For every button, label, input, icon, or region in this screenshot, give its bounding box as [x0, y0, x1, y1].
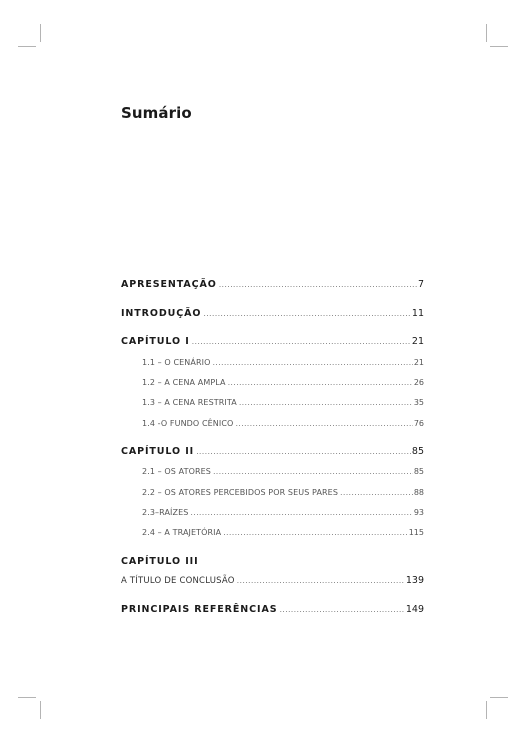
crop-mark	[40, 24, 41, 42]
toc-dot-leader	[213, 466, 413, 478]
toc-entry[interactable]	[121, 418, 424, 430]
toc-entry-label: CAPÍTULO I	[121, 336, 190, 347]
toc-entry-page: 26	[413, 378, 424, 387]
toc-entry-page: 11	[411, 308, 424, 319]
toc-entry[interactable]	[121, 357, 424, 369]
toc-entry-label: PRINCIPAIS REFERÊNCIAS	[121, 604, 278, 615]
toc-entry-page: 93	[413, 508, 424, 517]
toc-entry[interactable]	[121, 466, 424, 478]
toc-dot-leader	[237, 575, 405, 587]
toc-dot-leader	[219, 279, 417, 291]
toc-entry-label: 1.1 – O CENÁRIO	[142, 358, 211, 367]
toc-entry-label: 2.4 – A TRAJETÓRIA	[142, 528, 222, 537]
toc-entry-page: 21	[413, 358, 424, 367]
toc-entry-label: APRESENTAÇÃO	[121, 279, 217, 290]
toc-dot-leader	[196, 446, 411, 458]
toc-entry[interactable]	[121, 446, 424, 458]
toc-entry-page: 115	[408, 528, 424, 537]
page-title: Sumário	[121, 104, 192, 122]
toc-entry-page: 21	[411, 336, 424, 347]
crop-mark	[486, 701, 487, 719]
toc-entry-label: 1.2 – A CENA AMPLA	[142, 378, 226, 387]
toc-entry[interactable]	[121, 487, 424, 499]
crop-mark	[490, 46, 508, 47]
toc-entry-label: 2.3–RAÍZES	[142, 508, 189, 517]
toc-dot-leader	[340, 487, 413, 499]
toc-entry-label: CAPÍTULO II	[121, 446, 195, 457]
toc-dot-leader	[212, 357, 412, 369]
toc-entry-page: 76	[413, 419, 424, 428]
toc-entry-label: CAPÍTULO III	[121, 556, 199, 567]
toc-entry-page: 7	[417, 279, 424, 290]
toc-dot-leader	[239, 397, 413, 409]
toc-entry[interactable]	[121, 575, 424, 587]
toc-entry-page: 88	[413, 488, 424, 497]
toc-entry[interactable]	[121, 507, 424, 519]
crop-mark	[18, 697, 36, 698]
toc-dot-leader	[279, 604, 404, 616]
toc-entry-page: 149	[405, 604, 424, 615]
toc-dot-leader	[203, 308, 411, 320]
toc-dot-leader	[192, 336, 411, 348]
crop-mark	[40, 701, 41, 719]
toc-entry[interactable]	[121, 527, 424, 539]
toc-entry-page: 139	[405, 575, 424, 586]
toc-dot-leader	[235, 418, 412, 430]
toc-entry-label: 1.3 – A CENA RESTRITA	[142, 398, 237, 407]
toc-entry-label: 2.2 – OS ATORES PERCEBIDOS POR SEUS PARES	[142, 488, 339, 497]
toc-entry[interactable]	[121, 397, 424, 409]
crop-mark	[486, 24, 487, 42]
toc-entry[interactable]	[121, 279, 424, 291]
crop-mark	[18, 46, 36, 47]
toc-entry[interactable]	[121, 308, 424, 320]
toc-entry-page: 85	[413, 467, 424, 476]
toc-entry[interactable]	[121, 377, 424, 389]
toc-entry-label: 1.4 -O FUNDO CÊNICO	[142, 419, 234, 428]
toc-entry-label: INTRODUÇÃO	[121, 308, 202, 319]
toc-entry[interactable]	[121, 556, 424, 568]
toc-dot-leader	[190, 507, 412, 519]
toc-entry-label: A TÍTULO DE CONCLUSÃO	[121, 576, 235, 586]
toc-dot-leader	[223, 527, 408, 539]
toc-entry[interactable]	[121, 336, 424, 348]
crop-mark	[490, 697, 508, 698]
toc-entry-label: 2.1 – OS ATORES	[142, 467, 211, 476]
toc-entry[interactable]	[121, 604, 424, 616]
toc-dot-leader	[228, 377, 413, 389]
toc-entry-page: 85	[411, 446, 424, 457]
toc-entry-page: 35	[413, 398, 424, 407]
